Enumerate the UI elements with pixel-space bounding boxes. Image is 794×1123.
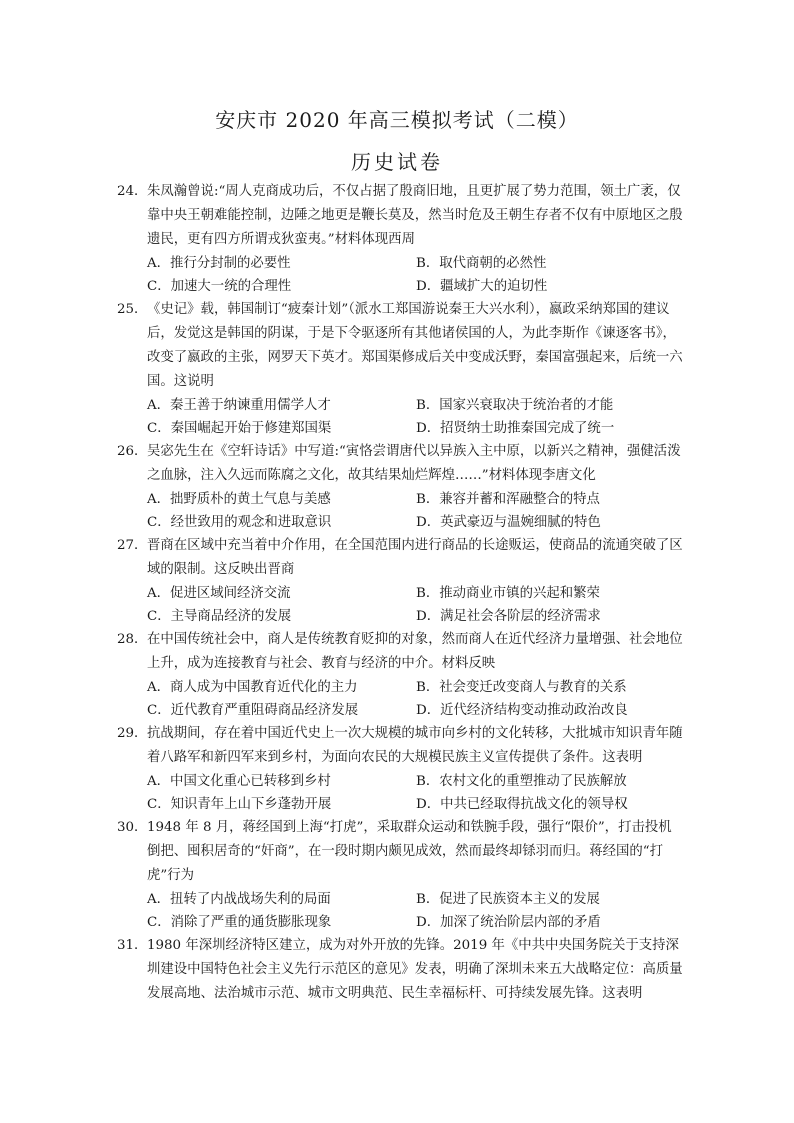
option-c: C．近代教育严重阻碍商品经济发展 [147,703,359,718]
option-d: D．英武豪迈与温婉细腻的特色 [416,515,601,530]
question-stem [117,816,685,888]
option-row [147,605,685,628]
option-b: B．促进了民族资本主义的发展 [416,892,600,907]
option-d: D．疆域扩大的迫切性 [416,279,548,294]
question-number: 30． [117,820,148,835]
question-25 [117,298,685,440]
question-28 [117,628,685,722]
option-b: B．国家兴衰取决于统治者的才能 [416,398,614,413]
question-list [117,180,685,1006]
option-row [147,394,685,417]
option-a: A．拙野质朴的黄土气息与美感 [147,492,331,507]
option-row [147,275,685,298]
option-c: C．经世致用的观念和进取意识 [147,515,332,530]
option-row [147,699,685,722]
option-list [117,676,685,722]
question-stem [117,934,685,1006]
option-b: B．推动商业市镇的兴起和繁荣 [416,586,600,601]
question-26 [117,440,685,534]
question-27 [117,534,685,628]
option-b: B．兼容并蓄和浑融整合的特点 [416,492,600,507]
option-a: A．秦王善于纳谏重用儒学人才 [147,398,331,413]
option-d: D．中共已经取得抗战文化的领导权 [416,797,628,812]
option-a: A．商人成为中国教育近代化的主力 [147,680,358,695]
question-text: 晋商在区域中充当着中介作用，在全国范围内进行商品的长途贩运，使商品的流通突破了区域的限制。这反映出晋商 [147,538,683,577]
option-d: D．近代经济结构变动推动政治改良 [416,703,628,718]
option-a: A．推行分封制的必要性 [147,256,291,271]
option-c: C．知识青年上山下乡蓬勃开展 [147,797,332,812]
question-text: 朱凤瀚曾说:“周人克商成功后，不仅占据了殷商旧地，且更扩展了势力范围，领土广袤，仅靠中央王朝难能控制，边陲之地更是鞭长莫及，然当时危及王朝生存者不仅有中原地区之殷遗民，更有四方所谓戎狄蛮夷。”材料体现西周 [147,184,683,247]
question-stem [117,440,685,488]
question-text: 1980 年深圳经济特区建立，成为对外开放的先锋。2019 年《中共中央国务院关于支持深圳建设中国特色社会主义先行示范区的意见》发表，明确了深圳未来五大战略定位：高质量发展高地、法治城市示范、城市文明典范、民生幸福标杆、可持续发展先锋。这表明 [147,938,683,1001]
option-c: C．主导商品经济的发展 [147,609,292,624]
option-list [117,252,685,298]
question-stem [117,628,685,676]
exam-subtitle: 历史试卷 [351,150,443,174]
question-stem [117,180,685,252]
question-text: 1948 年 8 月，蒋经国到上海“打虎”，采取群众运动和铁腕手段，强行“限价”，打击投机倒把、囤积居奇的“奸商”，在一段时期内颇见成效，然而最终却铩羽而归。蒋经国的“打虎”行为 [147,820,672,883]
question-number: 27． [117,538,148,553]
question-stem [117,298,685,394]
option-row [147,770,685,793]
option-row [147,252,685,275]
question-text: 在中国传统社会中，商人是传统教育贬抑的对象，然而商人在近代经济力量增强、社会地位上升，成为连接教育与社会、教育与经济的中介。材料反映 [147,632,683,671]
question-31 [117,934,685,1006]
option-b: B．社会变迁改变商人与教育的关系 [416,680,627,695]
question-stem [117,722,685,770]
question-29 [117,722,685,816]
option-list [117,770,685,816]
question-30 [117,816,685,934]
question-text: 吴宓先生在《空轩诗话》中写道:“寅恪尝谓唐代以异族入主中原，以新兴之精神，强健活泼之血脉，注入久远而陈腐之文化，故其结果灿烂辉煌……”材料体现李唐文化 [147,444,681,483]
option-row [147,582,685,605]
question-number: 25． [117,302,148,317]
option-row [147,488,685,511]
question-text: 抗战期间，存在着中国近代史上一次大规模的城市向乡村的文化转移，大批城市知识青年随着八路军和新四军来到乡村，为面向农民的大规模民族主义宣传提供了条件。这表明 [147,726,683,765]
option-row [147,676,685,699]
option-c: C．秦国崛起开始于修建郑国渠 [147,421,332,436]
question-24 [117,180,685,298]
option-list [117,488,685,534]
option-c: C．加速大一统的合理性 [147,279,292,294]
option-row [147,911,685,934]
question-number: 31． [117,938,148,953]
option-b: B．取代商朝的必然性 [416,256,547,271]
question-text: 《史记》载，韩国制订“疲秦计划”（派水工郑国游说秦王大兴水利），嬴政采纳郑国的建议后，发觉这是韩国的阴谋，于是下令驱逐所有其他诸侯国的人，为此李斯作《谏逐客书》，改变了嬴政的主张，网罗天下英才。郑国渠修成后关中变成沃野，秦国富强起来，后统一六国。这说明 [147,302,683,389]
exam-title: 安庆市 2020 年高三模拟考试（二模） [215,108,579,132]
question-number: 29． [117,726,148,741]
option-list [117,582,685,628]
option-row [147,417,685,440]
option-row [147,793,685,816]
option-a: A．扭转了内战战场失利的局面 [147,892,331,907]
option-row [147,511,685,534]
option-list [117,394,685,440]
option-row [147,888,685,911]
option-c: C．消除了严重的通货膨胀现象 [147,915,332,930]
question-number: 28． [117,632,148,647]
option-list [117,888,685,934]
question-stem [117,534,685,582]
option-a: A．促进区域间经济交流 [147,586,291,601]
question-number: 26． [117,444,148,459]
question-number: 24． [117,184,148,199]
option-b: B．农村文化的重塑推动了民族解放 [416,774,627,789]
option-d: D．加深了统治阶层内部的矛盾 [416,915,601,930]
option-d: D．满足社会各阶层的经济需求 [416,609,601,624]
option-a: A．中国文化重心已转移到乡村 [147,774,331,789]
option-d: D．招贤纳士助推秦国完成了统一 [416,421,615,436]
